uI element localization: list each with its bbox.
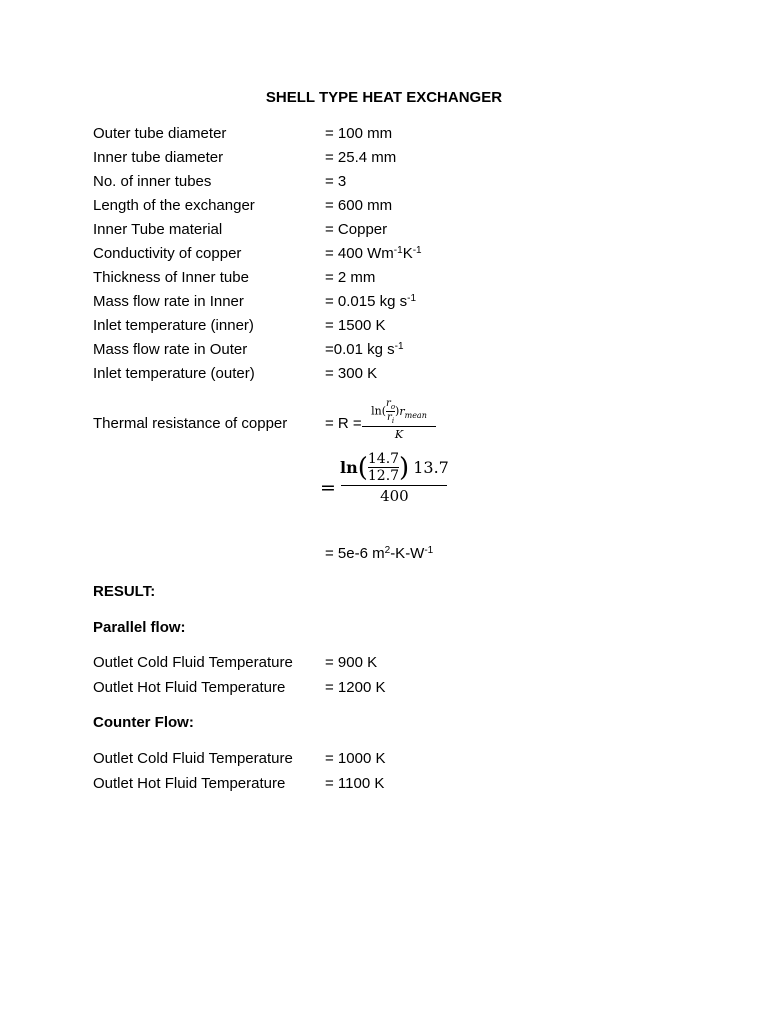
counter-cold-label: Outlet Cold Fluid Temperature (93, 750, 293, 767)
spec-label-inlet-outer: Inlet temperature (outer) (93, 365, 255, 382)
spec-value-material: = Copper (325, 221, 388, 238)
conductivity-sup-1: -1 (393, 245, 403, 256)
formula-ri: $r_i$ (387, 412, 395, 425)
eq2-inner-num: 14.7 (367, 451, 400, 467)
thermal-formula-numerator (362, 398, 436, 425)
eq2-inner-den: 12.7 (367, 468, 400, 484)
parallel-cold-value: = 900 K (325, 654, 378, 671)
eq2-fraction (338, 451, 451, 505)
formula-ratio (386, 398, 395, 425)
mass-flow-inner-text: = 0.015 kg s (325, 293, 408, 310)
spec-label-inner-diameter: Inner tube diameter (93, 149, 224, 166)
spec-label-conductivity: Conductivity of copper (93, 245, 242, 262)
conductivity-value-text: = 400 Wm (325, 245, 394, 262)
spec-label-mass-flow-outer: Mass flow rate in Outer (93, 341, 248, 358)
mass-flow-inner-sup: -1 (407, 293, 417, 304)
spec-value-thickness: = 2 mm (325, 269, 376, 286)
spec-label-length: Length of the exchanger (93, 197, 255, 214)
counter-hot-label: Outlet Hot Fluid Temperature (93, 775, 286, 792)
counter-flow-heading: Counter Flow: (93, 714, 194, 731)
parallel-cold-label: Outlet Cold Fluid Temperature (93, 654, 293, 671)
spec-label-mass-flow-inner: Mass flow rate in Inner (93, 293, 244, 310)
spec-value-length: = 600 mm (325, 197, 393, 214)
counter-hot-value: = 1100 K (325, 775, 385, 792)
eq2-fraction-bar (341, 485, 447, 486)
thermal-result-unit: -K-W (390, 545, 425, 562)
eq2-multiplier: 13.7 (413, 458, 449, 477)
thermal-formula-symbolic (362, 398, 436, 441)
spec-value-conductivity (325, 245, 422, 262)
thermal-result-value (325, 545, 433, 562)
formula-denominator: K (394, 428, 404, 441)
spec-value-mass-flow-outer (325, 341, 404, 358)
thermal-resistance-prefix: = R = (325, 415, 362, 432)
spec-label-thickness: Thickness of Inner tube (93, 269, 249, 286)
eq2-inner-fraction (368, 451, 399, 484)
conductivity-unit-k: K (402, 245, 413, 262)
spec-label-outer-diameter: Outer tube diameter (93, 125, 227, 142)
result-heading: RESULT: (93, 583, 156, 600)
parallel-flow-heading: Parallel flow: (93, 619, 186, 636)
mass-flow-outer-sup: -1 (394, 341, 404, 352)
thermal-result-text: = 5e-6 m (325, 545, 385, 562)
conductivity-sup-2: -1 (412, 245, 422, 256)
eq2-equals-sign: = (320, 477, 336, 499)
formula-ro: $r_o$ (386, 398, 396, 411)
mass-flow-outer-text: =0.01 kg s (325, 341, 395, 358)
formula-close-paren: ) (395, 404, 400, 418)
formula-fraction-bar (362, 426, 436, 427)
eq2-denominator: 400 (380, 487, 409, 505)
spec-value-num-tubes: = 3 (325, 173, 347, 190)
spec-label-material: Inner Tube material (93, 221, 223, 238)
thermal-result-sup-1: 2 (384, 545, 391, 556)
thermal-result-sup-2: -1 (424, 545, 434, 556)
eq2-numerator: ln ( $\frac{14.7}{12.7}$ ) 13.7 (340, 451, 449, 484)
eq2-ln: ln (340, 458, 358, 477)
spec-label-num-tubes: No. of inner tubes (93, 173, 212, 190)
spec-value-inner-diameter: = 25.4 mm (325, 149, 397, 166)
spec-label-inlet-inner: Inlet temperature (inner) (93, 317, 254, 334)
thermal-resistance-label: Thermal resistance of copper (93, 415, 288, 432)
spec-value-mass-flow-inner (325, 293, 416, 310)
formula-ln: ln( (371, 404, 387, 418)
spec-value-inlet-inner: = 1500 K (325, 317, 386, 334)
parallel-hot-label: Outlet Hot Fluid Temperature (93, 679, 286, 696)
spec-value-inlet-outer: = 300 K (325, 365, 378, 382)
counter-cold-value: = 1000 K (325, 750, 386, 767)
page-title: SHELL TYPE HEAT EXCHANGER (265, 89, 503, 106)
formula-rmean: $r_{mean}$ (399, 404, 427, 420)
parallel-hot-value: = 1200 K (325, 679, 386, 696)
spec-value-outer-diameter: = 100 mm (325, 125, 393, 142)
